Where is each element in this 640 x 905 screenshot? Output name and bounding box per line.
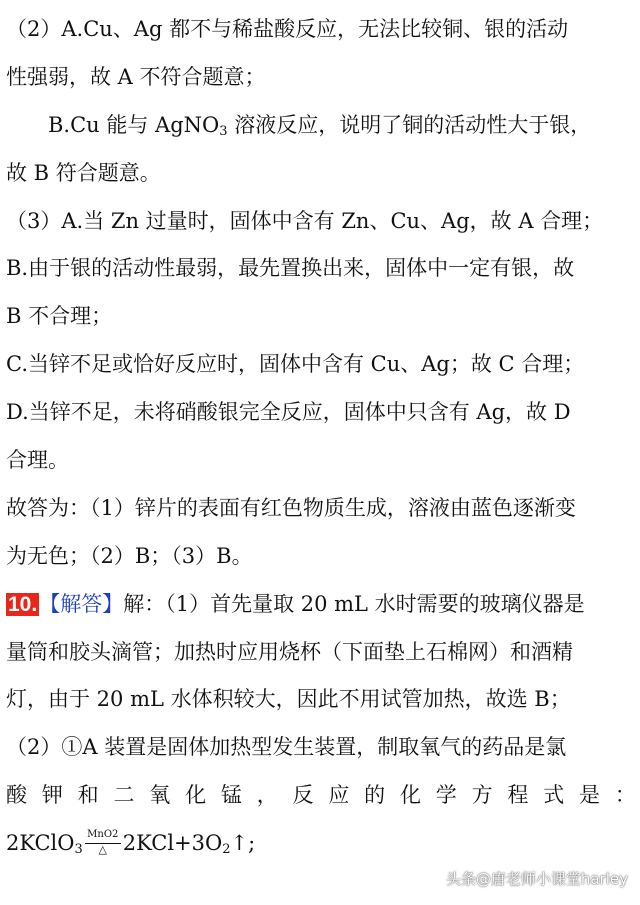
text-char: 反 (292, 783, 314, 807)
text-char: 酸 (6, 783, 27, 807)
text-char: 钾 (41, 783, 63, 807)
text-line: 量筒和胶头滴管；加热时应用烧杯（下面垫上石棉网）和酒精 (6, 640, 573, 664)
text-line: 为无色；（2）B；（3）B。 (6, 544, 253, 568)
text-line: （2）①A 装置是固体加热型发生装置，制取氧气的药品是氯 (6, 735, 567, 759)
text-char: 的 (364, 783, 386, 807)
text-char: 和 (77, 783, 99, 807)
text-char: 学 (435, 783, 457, 807)
subscript: 2 (222, 842, 231, 857)
text-char: ： (614, 783, 636, 807)
text-line: 故答为：（1）锌片的表面有红色物质生成，溶液由蓝色逐渐变 (6, 496, 576, 520)
text-fragment: B.Cu 能与 AgNO (48, 113, 220, 137)
text-char: 锰 (220, 783, 242, 807)
equation-reactant: 2KClO (6, 831, 75, 855)
text-line: （3）A.当 Zn 过量时，固体中含有 Zn、Cu、Ag，故 A 合理； (6, 209, 604, 233)
heat-symbol: △ (98, 843, 108, 856)
text-line: 合理。 (6, 448, 69, 472)
text-line: B.由于银的活动性最弱，最先置换出来，固体中一定有银，故 (6, 256, 575, 280)
catalyst-label: MnO2 (87, 829, 119, 840)
text-fragment: 溶液反应，说明了铜的活动性大于银， (227, 113, 592, 137)
text-char: 程 (507, 783, 529, 807)
subscript: 3 (74, 842, 83, 857)
text-char: ， (256, 783, 278, 807)
text-char: 化 (399, 783, 421, 807)
text-char: 氧 (149, 783, 171, 807)
text-line: 性强弱，故 A 不符合题意； (6, 65, 266, 89)
text-fragment: 解：（1）首先量取 20 mL 水时需要的玻璃仪器是 (123, 592, 585, 616)
text-char: 方 (471, 783, 493, 807)
text-line: 灯，由于 20 mL 水体积较大，因此不用试管加热，故选 B； (6, 687, 571, 711)
chemical-equation (6, 828, 636, 858)
question-number-badge: 10. (8, 593, 38, 616)
text-char: 式 (543, 783, 565, 807)
answer-tag: 【解答】 (39, 592, 124, 616)
text-char: 二 (113, 783, 135, 807)
text-char: 应 (328, 783, 350, 807)
text-line-justified (6, 780, 636, 810)
text-line: D.当锌不足，未将硝酸银完全反应，固体中只含有 Ag，故 D (6, 400, 571, 424)
text-line: （2）A.Cu、Ag 都不与稀盐酸反应，无法比较铜、银的活动 (6, 17, 569, 41)
text-line: 故 B 符合题意。 (6, 161, 161, 185)
question-10-header (6, 589, 636, 620)
equation-products: 2KCl+3O (122, 831, 223, 855)
text-char: 化 (185, 783, 207, 807)
watermark: 头条@唐老师小课堂harley (445, 870, 628, 888)
text-line: B 不合理； (6, 304, 113, 328)
text-line (48, 110, 636, 140)
subscript: 3 (219, 124, 228, 139)
text-line: C.当锌不足或恰好反应时，固体中含有 Cu、Ag；故 C 合理； (6, 352, 585, 376)
reaction-condition (83, 828, 123, 858)
text-char: 是 (579, 783, 600, 807)
equation-tail: ↑; (230, 831, 256, 855)
